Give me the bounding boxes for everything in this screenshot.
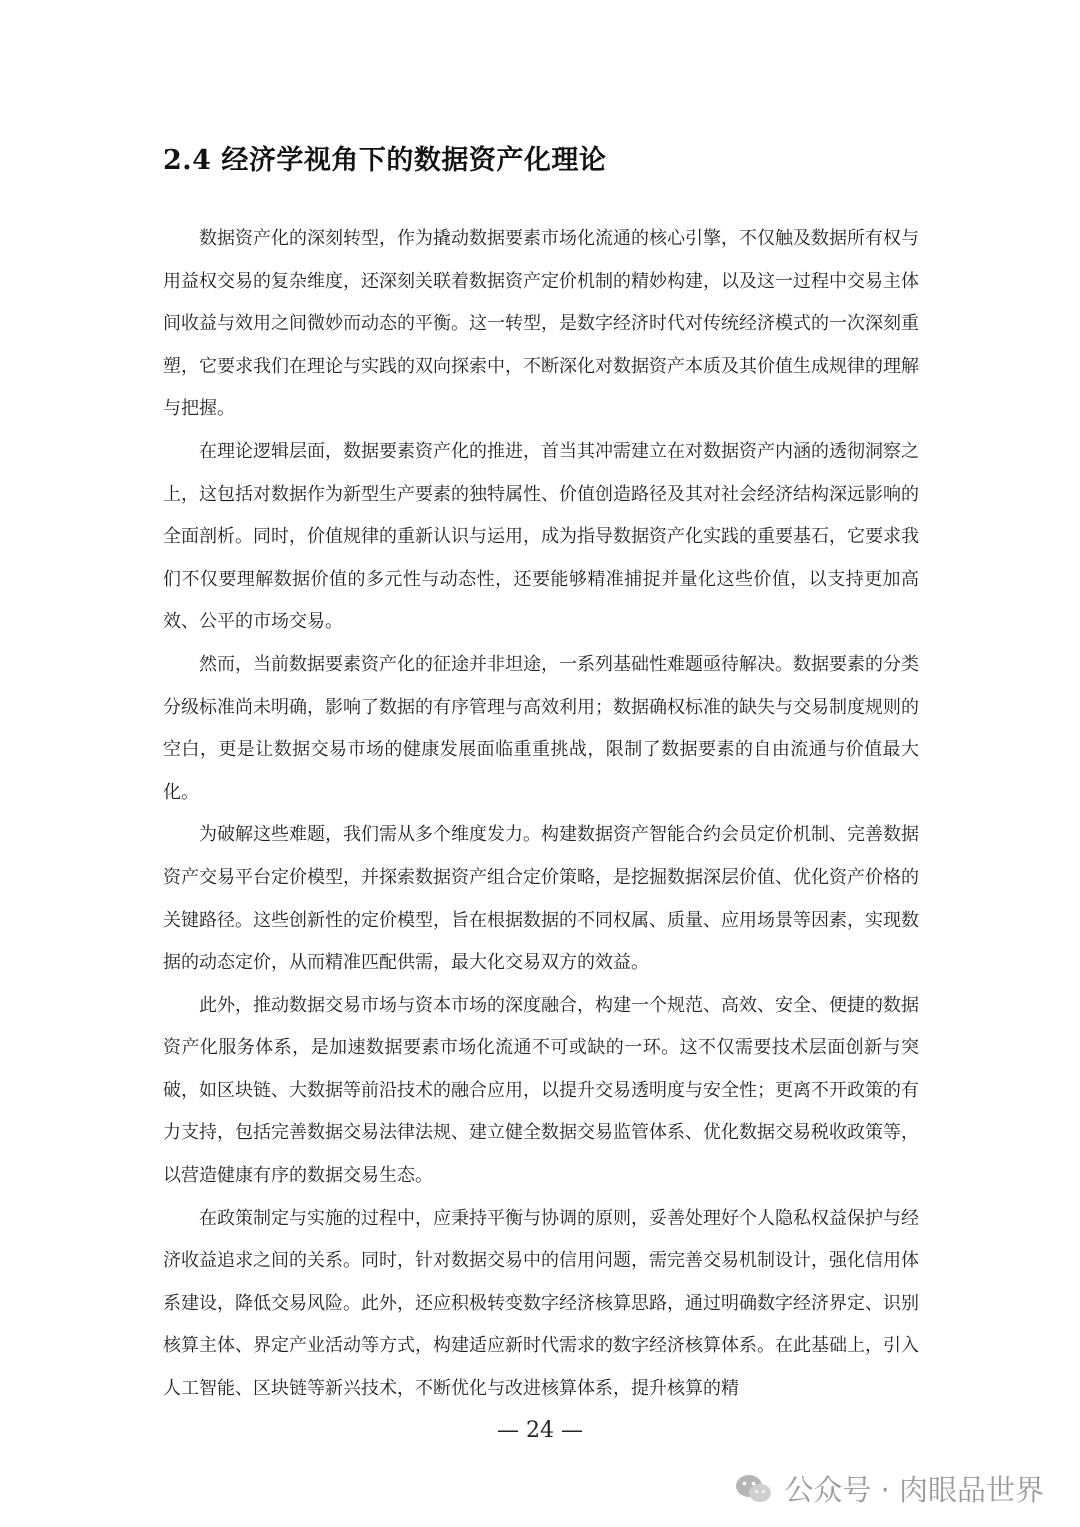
watermark-text: 公众号 · 肉眼品世界 (784, 1473, 1044, 1507)
paragraph-3: 然而，当前数据要素资产化的征途并非坦途，一系列基础性难题亟待解决。数据要素的分类分级标准尚未明确，影响了数据的有序管理与高效利用；数据确权标准的缺失与交易制度规则的空白，更是让数据交易市场的健康发展面临重重挑战，限制了数据要素的自由流通与价值最大化。 (163, 653, 919, 803)
paragraph-4: 为破解这些难题，我们需从多个维度发力。构建数据资产智能合约会员定价机制、完善数据资产交易平台定价模型，并探索数据资产组合定价策略，是挖掘数据深层价值、优化资产价格的关键路径。这些创新性的定价模型，旨在根据数据的不同权属、质量、应用场景等因素，实现数据的动态定价，从而精准匹配供需，最大化交易双方的效益。 (163, 824, 919, 974)
page-number: — 24 — (497, 1418, 583, 1443)
paragraph-5: 此外，推动数据交易市场与资本市场的深度融合，构建一个规范、高效、安全、便捷的数据资产化服务体系，是加速数据要素市场化流通不可或缺的一环。这不仅需要技术层面创新与突破，如区块链、大数据等前沿技术的融合应用，以提升交易透明度与安全性；更离不开政策的有力支持，包括完善数据交易法律法规、建立健全数据交易监管体系、优化数据交易税收政策等，以营造健康有序的数据交易生态。 (163, 994, 919, 1187)
paragraph-1: 数据资产化的深刻转型，作为撬动数据要素市场化流通的核心引擎，不仅触及数据所有权与用益权交易的复杂维度，还深刻关联着数据资产定价机制的精妙构建，以及这一过程中交易主体间收益与效用之间微妙而动态的平衡。这一转型，是数字经济时代对传统经济模式的一次深刻重塑，它要求我们在理论与实践的双向探索中，不断深化对数据资产本质及其价值生成规律的理解与把握。 (163, 228, 919, 420)
section-title: 2.4 经济学视角下的数据资产化理论 (163, 145, 607, 176)
paragraph-2: 在理论逻辑层面，数据要素资产化的推进，首当其冲需建立在对数据资产内涵的透彻洞察之上，这包括对数据作为新型生产要素的独特属性、价值创造路径及其对社会经济结构深远影响的全面剖析。同时，价值规律的重新认识与运用，成为指导数据资产化实践的重要基石，它要求我们不仅要理解数据价值的多元性与动态性，还要能够精准捕捉并量化这些价值，以支持更加高效、公平的市场交易。 (163, 440, 919, 633)
wechat-icon (734, 1472, 774, 1506)
watermark (734, 1468, 1044, 1509)
body-text (163, 218, 919, 1411)
paragraph-6: 在政策制定与实施的过程中，应秉持平衡与协调的原则，妥善处理好个人隐私权益保护与经济收益追求之间的关系。同时，针对数据交易中的信用问题，需完善交易机制设计，强化信用体系建设，降低交易风险。此外，还应积极转变数字经济核算思路，通过明确数字经济界定、识别核算主体、界定产业活动等方式，构建适应新时代需求的数字经济核算体系。在此基础上，引入人工智能、区块链等新兴技术，不断优化与改进核算体系，提升核算的精 (163, 1207, 919, 1400)
